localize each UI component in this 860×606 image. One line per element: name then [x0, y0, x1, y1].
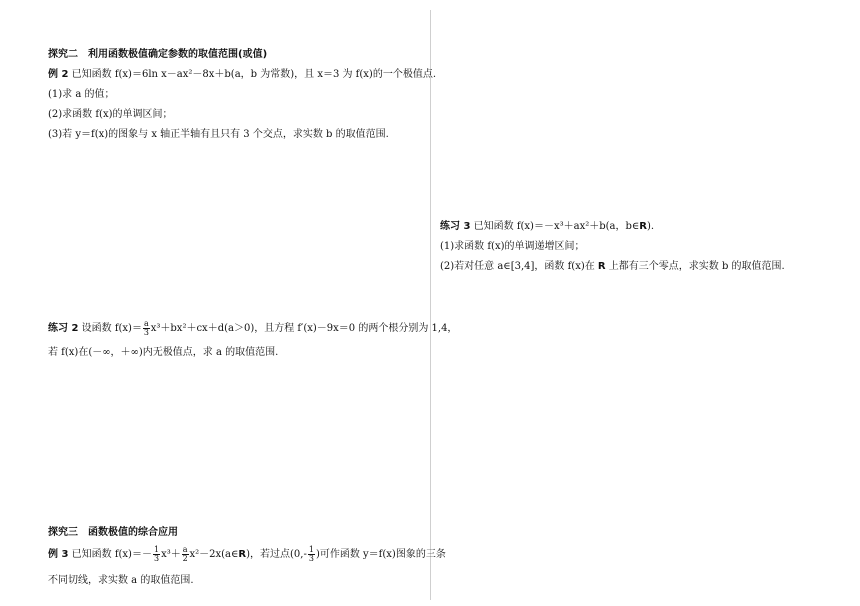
example-3-fraction-3	[308, 546, 315, 563]
practice-2-fraction	[143, 320, 150, 337]
real-number-symbol: R	[597, 261, 606, 272]
example-2-label: 例 2	[48, 69, 69, 80]
practice-3-q2-pre: (2)若对任意 a∈[3,4]，函数 f(x)在	[440, 261, 598, 272]
example-3-text-mid1: x³＋	[161, 549, 181, 560]
example-3-text-mid3: )，若过点(0,-	[246, 549, 307, 560]
fraction-denominator: 2	[182, 554, 188, 563]
practice-3-text-post: ).	[647, 221, 655, 232]
column-divider	[430, 10, 431, 600]
fraction-denominator: 3	[143, 328, 149, 337]
practice-2-text-pre: 设函数 f(x)＝	[81, 323, 142, 334]
real-number-symbol: R	[639, 221, 647, 232]
real-number-symbol: R	[238, 549, 247, 560]
fraction-denominator: 3	[153, 554, 160, 563]
practice-3-q1: (1)求函数 f(x)的单调递增区间；	[440, 241, 585, 252]
section-2-title: 探究二 利用函数极值确定参数的取值范围(或值)	[48, 49, 268, 60]
practice-2-text-post: x³＋bx²＋cx＋d(a＞0)，且方程 f′(x)－9x＝0 的两个根分别为 1,4，	[150, 323, 458, 334]
example-2-text: 已知函数 f(x)＝6ln x－ax²－8x＋b(a，b 为常数)，且 x＝3 为 f(x)的一个极值点.	[71, 69, 437, 80]
example-3-line2: 不同切线，求实数 a 的取值范围.	[48, 575, 194, 586]
example-3-text-mid2: x²－2x(a∈	[189, 549, 239, 560]
practice-3-q2-post: 上都有三个零点，求实数 b 的取值范围.	[605, 261, 785, 272]
example-2-intro	[48, 68, 436, 81]
section-3-title: 探究三 函数极值的综合应用	[48, 527, 178, 538]
practice-3-text-pre: 已知函数 f(x)＝－x³＋ax²＋b(a，b∈	[473, 221, 640, 232]
example-3-text-pre: 已知函数 f(x)＝－	[71, 549, 152, 560]
example-2-q1: (1)求 a 的值；	[48, 89, 115, 100]
practice-3-label: 练习 3	[440, 221, 471, 232]
fraction-denominator: 3	[308, 554, 314, 563]
example-3-text-post: )可作函数 y＝f(x)图象的三条	[315, 549, 446, 560]
fraction-numerator: 1	[308, 545, 314, 554]
example-2-q3: (3)若 y＝f(x)的图象与 x 轴正半轴有且只有 3 个交点，求实数 b 的取值范围.	[48, 129, 389, 140]
fraction-numerator: a	[182, 545, 188, 554]
practice-3-intro	[440, 220, 654, 233]
example-3-fraction-1	[153, 546, 160, 563]
practice-2-line2: 若 f(x)在(－∞，＋∞)内无极值点，求 a 的取值范围.	[48, 347, 279, 358]
example-2-q2: (2)求函数 f(x)的单调区间；	[48, 109, 173, 120]
fraction-numerator: 1	[153, 545, 160, 554]
example-3-line1	[48, 546, 446, 563]
practice-2-line1	[48, 320, 457, 337]
example-3-label: 例 3	[48, 549, 69, 560]
fraction-numerator: a	[143, 319, 149, 328]
practice-3-q2	[440, 260, 785, 273]
practice-2-label: 练习 2	[48, 323, 79, 334]
example-3-fraction-2	[182, 546, 189, 563]
